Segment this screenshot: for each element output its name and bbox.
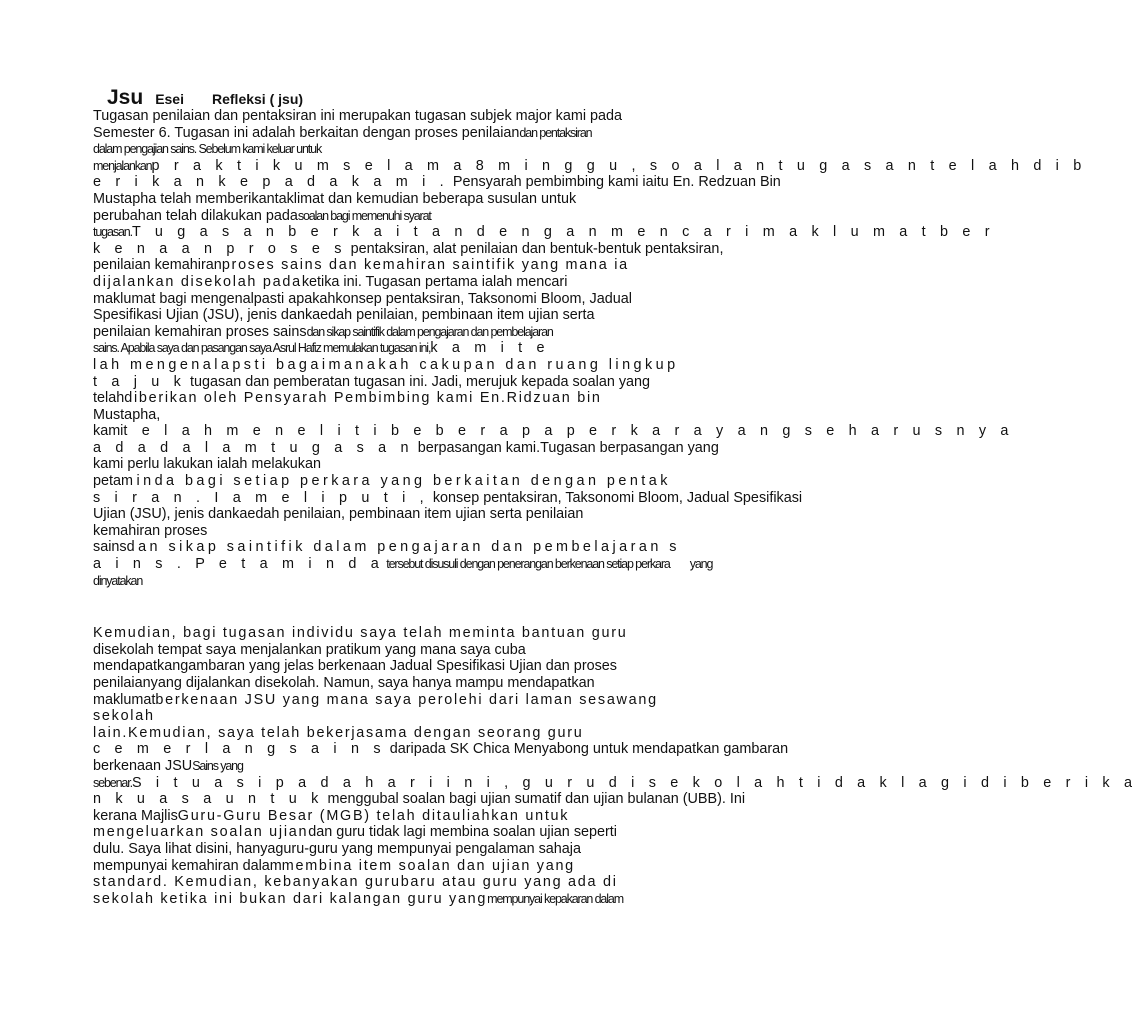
text-line — [93, 191, 678, 208]
text-run: sains. Apabila saya dan pasangan saya Asrul Hafiz memulakan tugasan ini, — [93, 341, 431, 356]
text-run: sekolah ketika ini bukan dari kalangan guru yang — [93, 890, 488, 907]
text-line — [93, 439, 719, 457]
text-run: menjalankan — [93, 158, 152, 173]
text-run: guru-guru yang mempunyai pengalaman sahaja — [275, 840, 582, 857]
text-run: Sains yang — [192, 758, 243, 773]
text-run: T u g a s a n b e r k a i t a n d e n g a n m e n c a r i m a k l u m a t b e r — [131, 224, 995, 241]
text-line — [93, 808, 678, 825]
text-line — [93, 708, 678, 725]
text-run: sains — [93, 539, 127, 556]
text-run: kerana Majlis — [93, 807, 178, 824]
text-run: berkenaan JSU — [93, 757, 193, 774]
text-run: Pensyarah pembimbing kami iaitu En. Redzuan Bin — [448, 174, 781, 191]
text-run: dan pentaksiran — [519, 125, 592, 140]
text-run: lain.Kemudian, saya telah bekerjasama dengan seorang guru — [93, 724, 584, 741]
text-line — [93, 658, 678, 675]
text-run: sekolah — [93, 708, 155, 725]
text-run: taklimat dan kemudian beberapa susulan untuk — [274, 190, 577, 207]
text-run: penilaian kemahiran — [93, 257, 222, 274]
text-line — [93, 824, 678, 841]
text-line — [93, 274, 678, 291]
text-run: kami perlu lakukan ialah melakukan — [93, 456, 321, 473]
text-run: disekolah tempat saya menjalankan pratikum yang mana saya cuba — [93, 641, 526, 658]
text-run: Kemudian, bagi tugasan individu saya telah meminta bantuan guru — [93, 625, 628, 642]
text-run: Spesifikasi Ujian (JSU), jenis dan — [93, 307, 305, 324]
text-line — [93, 692, 678, 709]
text-run: Guru-Guru Besar (MGB) telah ditauliahkan untuk — [177, 807, 570, 824]
text-line — [93, 858, 678, 875]
text-run: kemahiran proses — [93, 522, 208, 539]
text-run: mendapatkan — [93, 658, 181, 675]
text-line — [93, 340, 678, 357]
text-run: soalan bagi memenuhi syarat — [297, 208, 431, 223]
text-run: maklumat — [93, 691, 156, 708]
text-line — [93, 174, 781, 191]
text-run: standard. Kemudian, kebanyakan guru — [93, 874, 401, 891]
text-run: membina item soalan dan ujian yang — [281, 857, 575, 874]
text-run: dan guru tidak lagi membina soalan ujian seperti — [308, 824, 618, 841]
text-run: pentaksiran, alat penilaian dan bentuk-bentuk pentaksiran, — [346, 240, 724, 257]
text-run: S i t u a s i p a d a h a r i i n i , g u r u d i s e k o l a h t i d a k l a g i d i b e r i k a — [131, 774, 1137, 791]
text-line — [93, 758, 678, 775]
text-run: ketika ini. Tugasan pertama ialah mencari — [301, 273, 568, 290]
paragraph-1 — [93, 108, 1087, 589]
text-run: kaedah penilaian, pembinaan item ujian serta — [304, 307, 595, 324]
text-run: sebenar. — [93, 775, 132, 790]
text-run: p r a k t i k u m s e l a m a 8 m i n g g u , s o a l a n t u g a s a n t e l a h d i b — [151, 157, 1087, 174]
text-run: Ujian (JSU), jenis dan — [93, 506, 233, 523]
text-run: penilaian kemahiran proses sains — [93, 323, 307, 340]
heading-esei: Esei — [155, 91, 184, 107]
text-line — [93, 539, 678, 556]
text-run: berkenaan JSU yang mana saya perolehi dari laman sesawang — [155, 691, 658, 708]
text-run: gambaran yang jelas berkenaan Jadual Spesifikasi Ujian dan proses — [180, 658, 618, 675]
text-line — [93, 374, 678, 391]
text-line — [93, 423, 1014, 440]
text-run: daripada SK Chica Menyabong untuk mendapatkan gambaran — [385, 741, 789, 758]
text-run: perubahan telah dilakukan pada — [93, 207, 298, 224]
text-line — [93, 291, 678, 308]
text-run: maklumat bagi mengenal — [93, 290, 254, 307]
text-line — [93, 642, 678, 659]
text-line — [93, 307, 678, 324]
text-line — [93, 390, 678, 407]
text-run: pasti apakah — [253, 290, 336, 307]
text-run: dalam pengajian sains. Sebelum kami keluar untuk — [93, 142, 322, 157]
text-run: s i r a n . I a m e l i p u t i , — [93, 489, 429, 506]
text-line — [93, 874, 678, 891]
text-run: dan sikap saintifik dalam pengajaran dan pembelajaran s — [126, 539, 680, 556]
text-run: Semester 6. Tugasan ini adalah berkaitan dengan proses penilaian — [93, 124, 520, 141]
text-run: penilaian — [93, 675, 151, 691]
text-run: k e n a a n p r o s e s — [93, 240, 347, 257]
heading-jsu: Jsu — [107, 86, 144, 109]
text-line — [93, 257, 678, 274]
text-line — [93, 506, 678, 523]
text-line — [93, 456, 678, 473]
text-run: dinyatakan — [93, 573, 143, 588]
text-line — [93, 108, 678, 125]
text-run: tugasan dan pemberatan tugasan ini. Jadi, merujuk kepada soalan yang — [186, 373, 651, 390]
text-line — [93, 125, 678, 142]
text-line — [93, 725, 678, 742]
text-run: konsep pentaksiran, Taksonomi Bloom, Jadual Spesifikasi — [428, 489, 803, 506]
text-run: dan sikap saintifik dalam pengajaran dan pembelajaran — [306, 324, 553, 339]
text-run: Mustapha telah memberikan — [93, 190, 275, 207]
text-line — [93, 741, 789, 758]
text-run: dulu. Saya lihat disini, hanya — [93, 840, 276, 857]
text-run: t a j u k — [93, 373, 187, 390]
text-run: c e m e r l a n g s a i n s — [93, 741, 386, 758]
text-run: tersebut disusuli dengan penerangan berkenaan setiap perkara — [383, 557, 670, 572]
text-run: konsep pentaksiran, Taksonomi Bloom, Jadual — [335, 290, 632, 307]
text-run: e r i k a n k e p a d a k a m i . — [93, 174, 449, 191]
text-line — [93, 489, 803, 507]
text-run: yang dijalankan disekolah. Namun, saya hanya mampu mendapatkan — [150, 675, 595, 691]
text-line — [93, 240, 724, 258]
text-run: minda bagi setiap perkara yang berkaitan dengan pentak — [121, 473, 671, 490]
text-line — [93, 556, 713, 573]
text-line — [93, 224, 995, 241]
text-run: lah mengenalapsti bagaimanakah cakupan dan ruang lingkup — [93, 356, 679, 373]
text-run: kami — [93, 423, 124, 440]
text-run: k a m i t e — [430, 340, 550, 357]
paragraph-2 — [93, 625, 1137, 907]
heading-refleksi: Refleksi ( jsu) — [212, 91, 304, 107]
text-line — [93, 407, 678, 424]
text-line — [93, 791, 746, 808]
text-run: a i n s . P e t a m i n d a — [93, 556, 384, 573]
text-run: kaedah penilaian, pembinaan item ujian serta penilaian — [232, 506, 584, 523]
text-line — [93, 891, 678, 908]
text-run: mempunyai kepakaran dalam — [487, 891, 624, 906]
text-line — [93, 573, 678, 590]
text-run: proses sains dan kemahiran saintifik yang mana ia — [221, 257, 629, 274]
text-line — [93, 473, 678, 490]
text-line — [93, 157, 1087, 175]
text-run: peta — [93, 473, 122, 490]
text-run: menggubal soalan bagi ujian sumatif dan ujian bulanan (UBB). Ini — [323, 791, 746, 808]
text-run: berpasangan kami.Tugasan berpasangan yang — [413, 439, 719, 456]
text-run: mempunyai kemahiran dalam — [93, 857, 282, 874]
text-run: tugasan. — [93, 225, 132, 240]
text-line — [93, 625, 678, 642]
document-heading — [107, 86, 303, 110]
text-run: t e l a h m e n e l i t i b e b e r a p a p e r k a r a y a n g s e h a r u s n y a — [123, 423, 1014, 440]
text-run: yang — [689, 557, 713, 572]
text-line — [93, 675, 678, 692]
text-line — [93, 141, 678, 158]
text-line — [93, 774, 1137, 792]
text-line — [93, 523, 678, 540]
text-run: diberikan oleh Pensyarah Pembimbing kami En.Ridzuan bin — [124, 390, 602, 407]
text-line — [93, 841, 678, 858]
text-line — [93, 324, 678, 341]
text-run: a d a d a l a m t u g a s a n — [93, 439, 414, 456]
text-run: Tugasan penilaian dan pentaksiran ini merupakan tugasan subjek major kami pada — [93, 108, 623, 124]
text-line — [93, 357, 678, 374]
text-run: baru atau guru yang ada di — [400, 874, 618, 891]
text-run: n k u a s a u n t u k — [93, 791, 324, 808]
text-run: dijalankan disekolah pada — [93, 273, 302, 290]
text-run: mengeluarkan soalan ujian — [93, 824, 309, 841]
text-line — [93, 208, 678, 225]
document-body — [93, 108, 1137, 907]
text-run: Mustapha, — [93, 406, 161, 423]
text-run: telah — [93, 390, 125, 407]
